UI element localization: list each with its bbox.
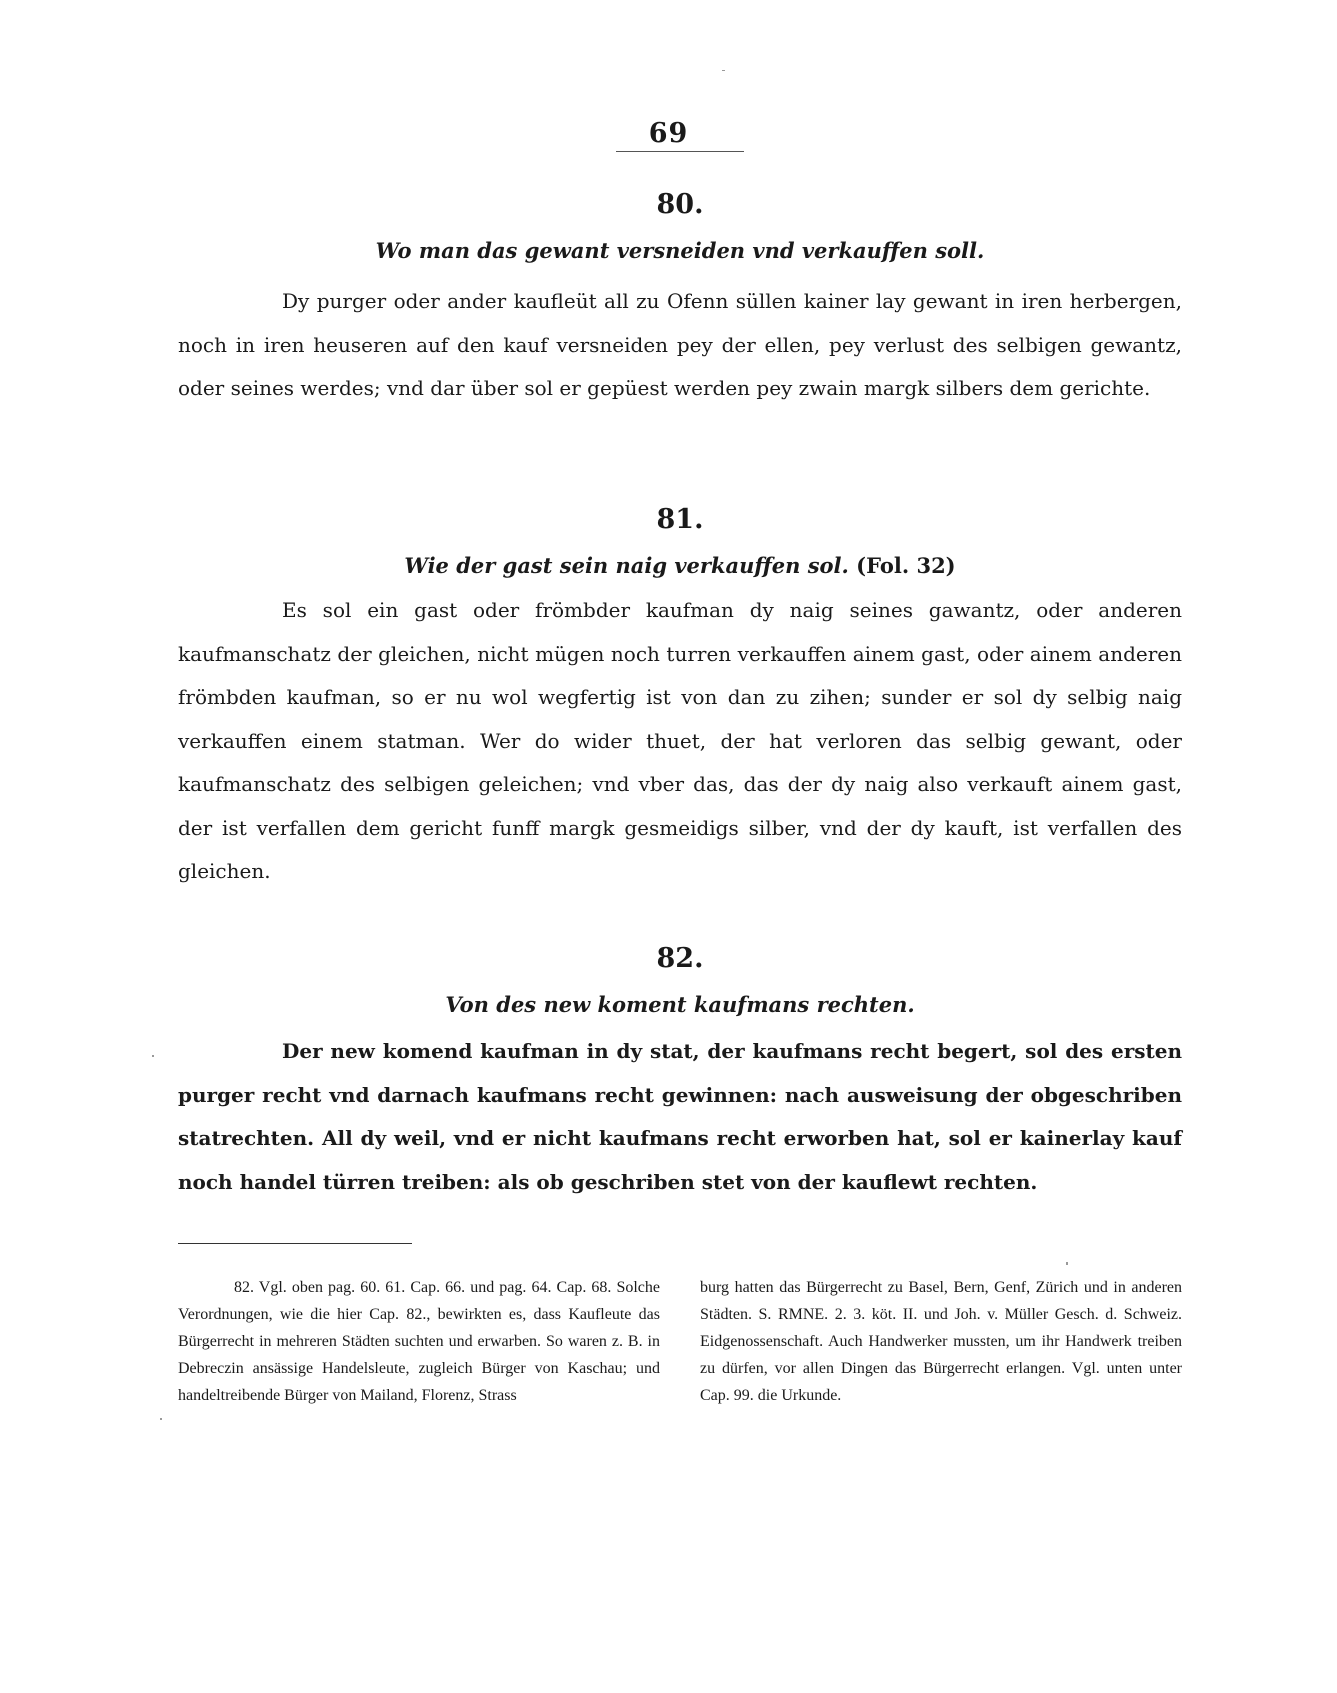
section-title: Wie der gast sein naig verkauffen sol. bbox=[404, 553, 849, 578]
scan-speck bbox=[1066, 1262, 1068, 1265]
section-number: 82. bbox=[656, 943, 704, 974]
folio-note: (Fol. 32) bbox=[856, 553, 956, 578]
footnote-column-right: burg hatten das Bürgerrecht zu Basel, Bern, Genf, Zürich und in anderen Städten. S. RMNE. 2. 3. köt. II. und Joh. v. Müller Gesch. d. Schweiz. Eidgenossenschaft. Auch Handwerker mussten, um ihr Handwerk treiben zu dürfen, vor allen Dingen das Bürgerrecht erlangen. Vgl. unten unter Cap. 99. die Urkunde. bbox=[700, 1279, 1182, 1404]
footnote-82 bbox=[178, 1274, 1182, 1409]
section-title-line bbox=[178, 551, 1182, 581]
section-82 bbox=[178, 940, 1182, 1204]
section-81 bbox=[178, 501, 1182, 894]
section-body: Dy purger oder ander kaufleüt all zu Ofenn süllen kainer lay gewant in iren herbergen, noch in iren heuseren auf den kauf versneiden pey der ellen, pey verlust des selbigen gewantz, oder seines werdes; vnd dar über sol er gepüest werden pey zwain margk silbers dem gerichte. bbox=[178, 289, 1182, 400]
footnote-rule bbox=[178, 1243, 412, 1244]
scan-speck bbox=[152, 1055, 154, 1057]
section-body: Der new komend kaufman in dy stat, der kaufmans recht begert, sol des ersten purger recht vnd darnach kaufmans recht gewinnen: nach ausweisung der obgeschriben statrechten. All dy weil, vnd er nicht kaufmans recht erworben hat, sol er kainerlay kauf noch handel türren treiben: als ob geschriben stet von der kauflewt rechten. bbox=[178, 1039, 1182, 1194]
section-80 bbox=[178, 186, 1182, 411]
scan-speck bbox=[160, 1418, 162, 1420]
header-rule bbox=[616, 151, 744, 152]
page-number: 69 bbox=[648, 118, 689, 149]
section-number: 81. bbox=[656, 504, 704, 535]
section-title: Von des new koment kaufmans rechten. bbox=[445, 992, 915, 1017]
footnote-column-left: 82. Vgl. oben pag. 60. 61. Cap. 66. und pag. 64. Cap. 68. Solche Verordnungen, wie die hier Cap. 82., bewirkten es, dass Kaufleute das Bürgerrecht in mehreren Städten suchten und erwarben. So waren z. B. in Debreczin ansässige Handelsleute, zugleich Bürger von Kaschau; und handeltreibende Bürger von Mailand, Florenz, Strass bbox=[178, 1279, 660, 1404]
section-number: 80. bbox=[656, 189, 704, 220]
section-title: Wo man das gewant versneiden vnd verkauffen soll. bbox=[375, 238, 985, 263]
section-body: Es sol ein gast oder frömbder kaufman dy naig seines gawantz, oder anderen kaufmanschatz der gleichen, nicht mügen noch turren verkauffen ainem gast, oder ainem anderen frömbden kaufman, so er nu wol wegfertig ist von dan zu zihen; sunder er sol dy selbig naig verkauffen einem statman. Wer do wider thuet, der hat verloren das selbig gewant, oder kaufmanschatz des selbigen geleichen; vnd vber das, das der dy naig also verkauft ainem gast, der ist verfallen dem gericht funff margk gesmeidigs silber, vnd der dy kauft, ist verfallen des gleichen. bbox=[178, 598, 1182, 883]
scan-speck bbox=[722, 70, 725, 71]
